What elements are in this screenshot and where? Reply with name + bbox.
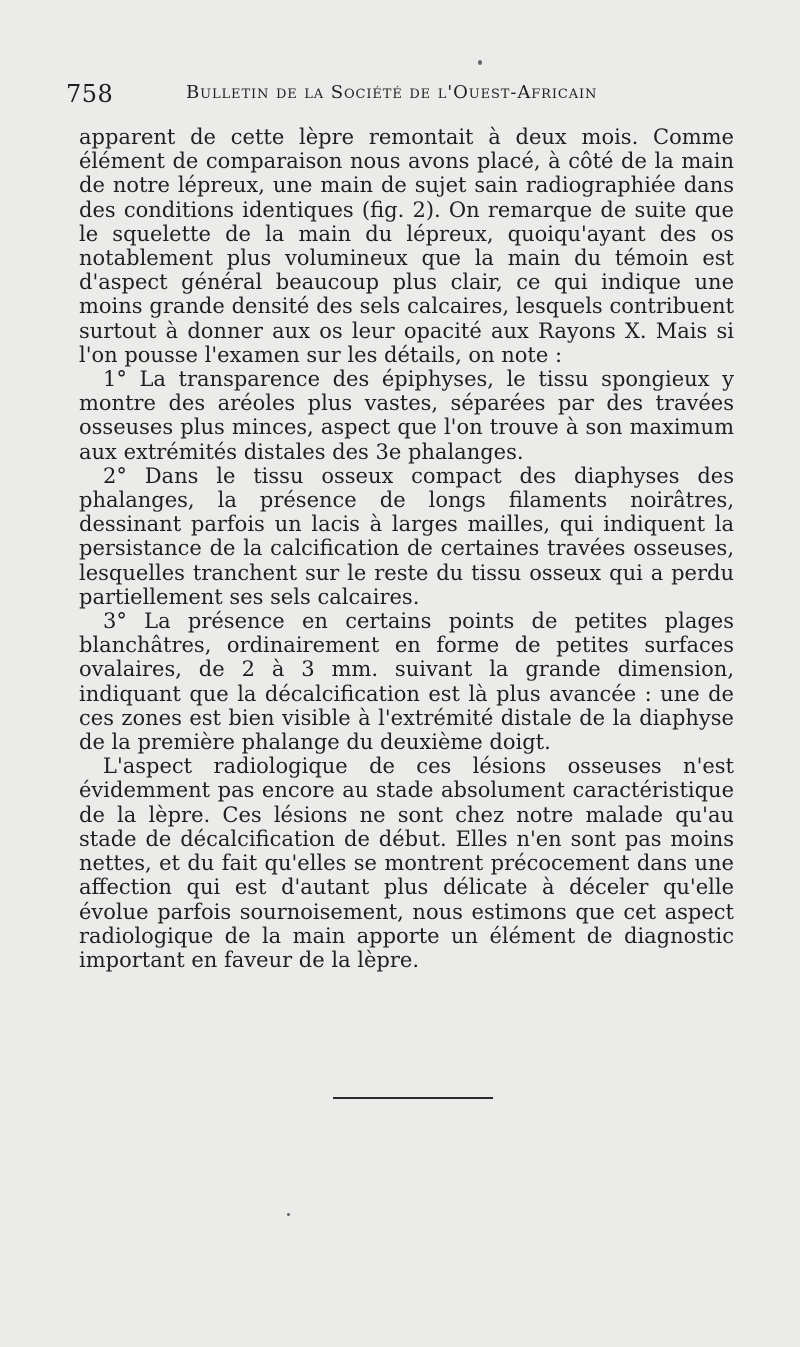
paragraph: 1° La transparence des épiphyses, le tissu spongieux y montre des aréoles plus vastes, séparées par des travées osseuses plus minces, aspect que l'on trouve à son maximum aux extrémités distales des 3e phalanges. xyxy=(79,367,734,464)
paragraph: 2° Dans le tissu osseux compact des diaphyses des phalanges, la présence de longs filaments noirâtres, dessinant parfois un lacis à larges mailles, qui indiquent la persistance de la calcification de certaines travées osseuses, lesquelles tranchent sur le reste du tissu osseux qui a perdu partiellement ses sels calcaires. xyxy=(79,463,734,609)
paragraph: apparent de cette lèpre remontait à deux mois. Comme élément de comparaison nous avons placé, à côté de la main de notre lépreux, une main de sujet sain radiographiée dans des conditions identiques (fig. 2). On remarque de suite que le squelette de la main du lépreux, quoiqu'ayant des os notablement plus volumineux que la main du témoin est d'aspect général beaucoup plus clair, ce qui indique une moins grande densité des sels calcaires, lesquels contribuent surtout à donner aux os leur opacité aux Rayons X. Mais si l'on pousse l'examen sur les détails, on note : xyxy=(79,125,734,367)
section-divider xyxy=(333,1097,493,1099)
page-number: 758 xyxy=(66,80,114,108)
paragraph: 3° La présence en certains points de petites plages blanchâtres, ordinairement en forme de petites surfaces ovalaires, de 2 à 3 mm. suivant la grande dimension, indiquant que la décalcification est là plus avancée : une de ces zones est bien visible à l'extrémité distale de la diaphyse de la première phalange du deuxième doigt. xyxy=(79,609,734,755)
page-header xyxy=(66,80,726,110)
running-title: Bulletin de la Société de l'Ouest-Africain xyxy=(186,82,598,103)
paragraph: L'aspect radiologique de ces lésions osseuses n'est évidemment pas encore au stade absolument caractéristique de la lèpre. Ces lésions ne sont chez notre malade qu'au stade de décalcification de début. Elles n'en sont pas moins nettes, et du fait qu'elles se montrent précocement dans une affection qui est d'autant plus délicate à déceler qu'elle évolue parfois sournoisement, nous estimons que cet aspect radiologique de la main apporte un élément de diagnostic important en faveur de la lèpre. xyxy=(79,754,734,972)
print-speck xyxy=(287,1213,290,1216)
print-speck xyxy=(478,60,482,65)
article-body xyxy=(79,125,734,972)
